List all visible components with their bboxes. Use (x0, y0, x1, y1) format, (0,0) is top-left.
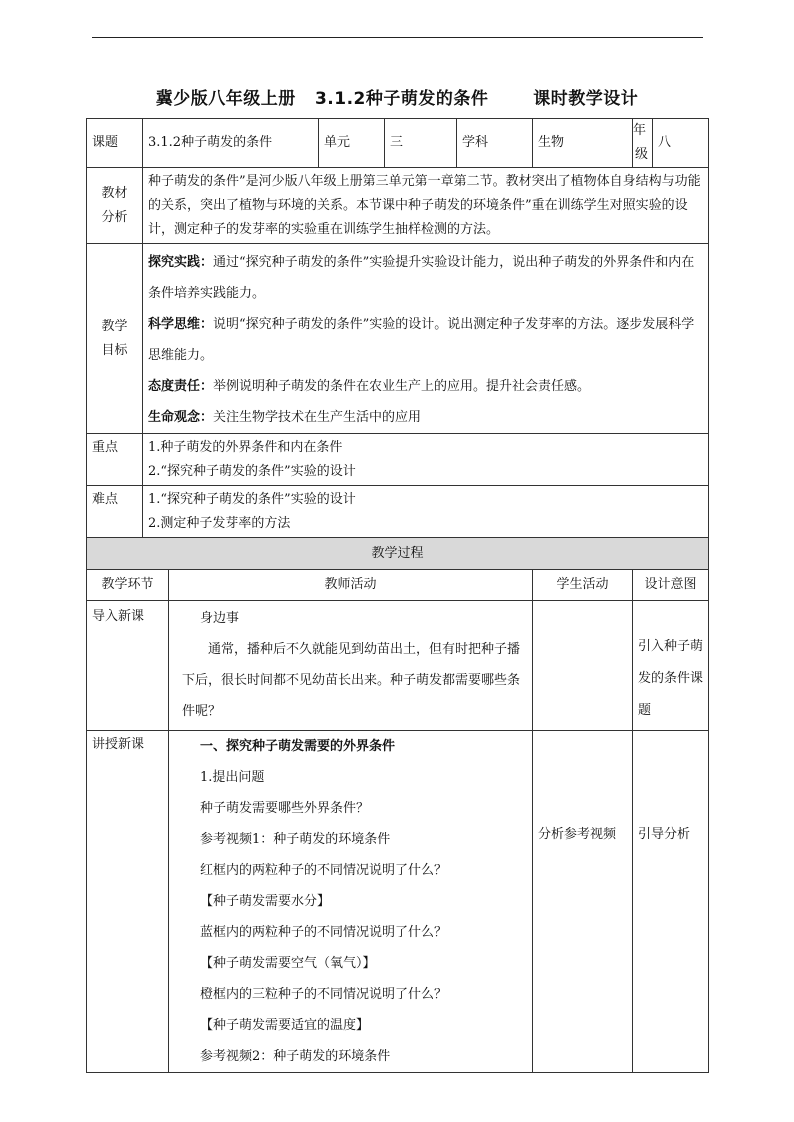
difficulties-row (87, 486, 709, 538)
material-analysis-label (87, 168, 143, 244)
material-label-line1: 教材 (101, 185, 128, 201)
grade-value: 八 (653, 119, 709, 168)
lecture-line: 种子萌发需要哪些外界条件？ (200, 801, 370, 816)
key-points-label: 重点 (87, 434, 143, 486)
objective-item (148, 247, 703, 309)
lecture-teacher (169, 731, 533, 1073)
difficulty-item: 1.“探究种子萌发的条件”实验的设计 (148, 492, 356, 507)
key-point-item: 2.“探究种子萌发的条件”实验的设计 (148, 464, 356, 479)
subject-value: 生物 (533, 119, 633, 168)
grade-label-text: 年级 (633, 123, 649, 162)
key-points-content (143, 434, 709, 486)
objective-head: 态度责任： (148, 379, 214, 394)
info-row (87, 119, 709, 168)
lecture-stage: 讲授新课 (87, 731, 169, 1073)
lecture-line: 参考视频2：种子萌发的环境条件 (200, 1049, 391, 1064)
lesson-plan-table (86, 118, 709, 1073)
grade-label (633, 119, 653, 168)
intro-student (533, 601, 633, 731)
header-rule (92, 37, 703, 38)
col-teacher: 教师活动 (169, 570, 533, 601)
material-analysis-text: 种子萌发的条件”是河少版八年级上册第三单元第一章第二节。教材突出了植物体自身结构与功能的关系，突出了植物与环境的关系。本节课中种子萌发的环境条件”重在训练学生对照实验的设计，测定种子的发芽率的实验重在训练学生抽样检测的方法。 (143, 168, 709, 244)
col-student: 学生活动 (533, 570, 633, 601)
topic-label: 课题 (87, 119, 143, 168)
lecture-line: 【种子萌发需要适宜的温度】 (200, 1018, 370, 1033)
difficulty-item: 2.测定种子发芽率的方法 (148, 516, 291, 531)
subject-label: 学科 (457, 119, 533, 168)
lecture-line: 【种子萌发需要空气（氧气）】 (200, 956, 376, 971)
objectives-label-line2: 目标 (101, 342, 128, 358)
difficulties-label: 难点 (87, 486, 143, 538)
process-header-row (87, 538, 709, 570)
intro-teacher (169, 601, 533, 731)
material-analysis-row (87, 168, 709, 244)
difficulties-content (143, 486, 709, 538)
objective-text: 通过“探究种子萌发的条件”实验提升实验设计能力，说出种子萌发的外界条件和内在条件培养实践能力。 (148, 255, 695, 301)
lecture-student: 分析参考视频 (533, 731, 633, 1073)
objectives-row (87, 244, 709, 434)
lecture-line: 红框内的两粒种子的不同情况说明了什么？ (200, 863, 448, 878)
objective-head: 生命观念： (148, 410, 214, 425)
objective-text: 举例说明种子萌发的条件在农业生产上的应用。提升社会责任感。 (213, 379, 591, 394)
document-title: 冀少版八年级上册 3.1.2种子萌发的条件 课时教学设计 (155, 89, 639, 109)
lecture-row (87, 731, 709, 1073)
lecture-line: 蓝框内的两粒种子的不同情况说明了什么？ (200, 925, 448, 940)
intro-teacher-text: 通常，播种后不久就能见到幼苗出土，但有时把种子播下后，很长时间都不见幼苗长出来。种子萌发都需要哪些条件呢？ (182, 642, 521, 719)
key-points-row (87, 434, 709, 486)
process-header: 教学过程 (87, 538, 709, 570)
lecture-line: 1.提出问题 (200, 770, 265, 785)
topic-value: 3.1.2种子萌发的条件 (143, 119, 319, 168)
intro-teacher-title: 身边事 (200, 611, 240, 626)
objective-head: 科学思维： (148, 317, 214, 332)
key-point-item: 1.种子萌发的外界条件和内在条件 (148, 440, 343, 455)
objective-head: 探究实践： (148, 255, 214, 270)
lecture-line: 橙框内的三粒种子的不同情况说明了什么？ (200, 987, 448, 1002)
objective-item (148, 371, 703, 402)
objectives-label-line1: 教学 (101, 318, 128, 334)
lecture-intent: 引导分析 (633, 731, 709, 1073)
intro-intent (633, 601, 709, 731)
process-columns-row (87, 570, 709, 601)
unit-value: 三 (385, 119, 457, 168)
intro-intent-text: 引入种子萌发的条件课题 (638, 639, 704, 718)
intro-stage: 导入新课 (87, 601, 169, 731)
col-intent: 设计意图 (633, 570, 709, 601)
lecture-line: 【种子萌发需要水分】 (200, 894, 331, 909)
objective-text: 关注生物学技术在生产生活中的应用 (213, 410, 422, 425)
material-label-line2: 分析 (101, 209, 128, 225)
intro-row (87, 601, 709, 731)
objective-item (148, 309, 703, 371)
lecture-line: 参考视频1：种子萌发的环境条件 (200, 832, 391, 847)
col-stage: 教学环节 (87, 570, 169, 601)
objectives-label (87, 244, 143, 434)
lecture-line: 一、探究种子萌发需要的外界条件 (200, 739, 396, 754)
objective-text: 说明“探究种子萌发的条件”实验的设计。说出测定种子发芽率的方法。逐步发展科学思维能力。 (148, 317, 695, 363)
objective-item (148, 402, 703, 433)
unit-label: 单元 (319, 119, 385, 168)
objectives-content (143, 244, 709, 434)
